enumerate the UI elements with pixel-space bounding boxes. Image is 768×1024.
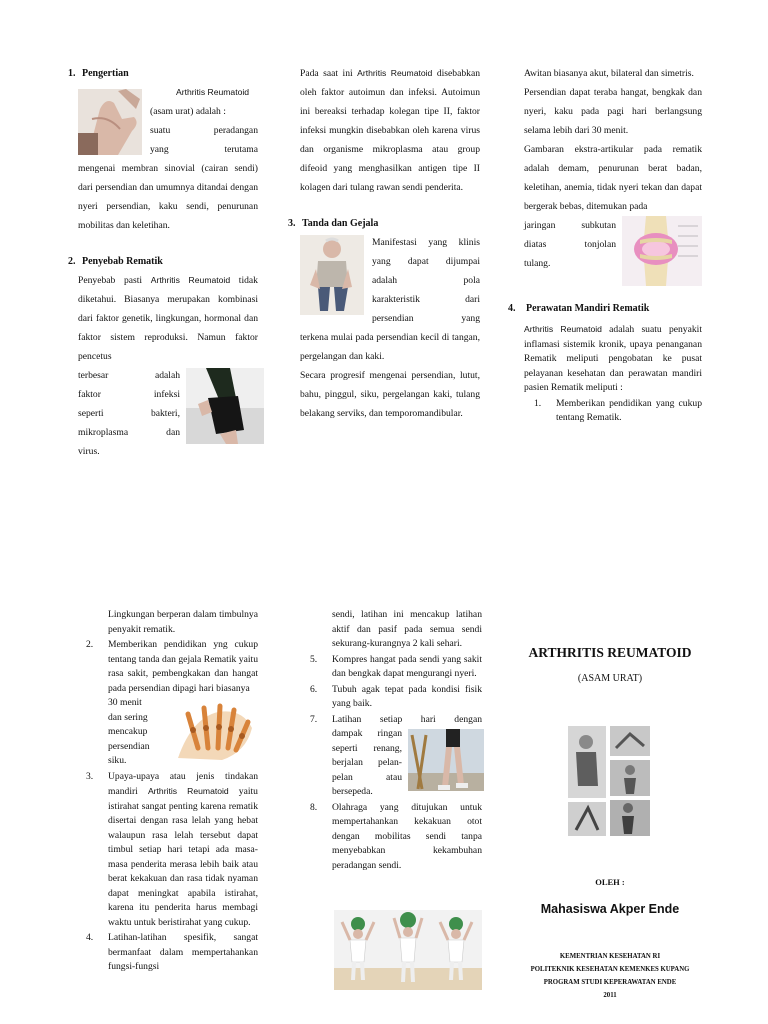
pengertian-body: Arthritis Reumatoid (asam urat) adalah : suatu peradangan yang terutama mengenai membran sinovial (cairan sendi) dari persendian dan umumnya ditandai dengan nyeri persendian, kaku sendi, penurunan mobilitas dan keletihan. xyxy=(78,87,258,231)
list-item: sendi, latihan ini mencakup latihan aktif dan pasif pada semua sendi sekurang-kurangnya 2 kali sehari. xyxy=(332,609,482,649)
list-item: 4. Latihan-latihan spesifik, sangat bermanfaat dalam mempertahankan fungsi-fungsi xyxy=(86,932,258,972)
cover-collage-photo xyxy=(568,726,650,836)
cover-subtitle: (ASAM URAT) xyxy=(577,673,643,684)
section-heading: 1. Pengertian xyxy=(68,68,129,79)
panel-perawatan-lanjutan xyxy=(86,608,258,976)
cover-oleh: OLEH : xyxy=(595,877,625,887)
list-item: 2. Memberikan pendidikan yng cukup tentang tanda dan gejala Rematik yaitu rasa sakit, pembengkakan dan hangat pada persendian dipagi hari biasanya 30 menit dan sering mencakup persendian siku. xyxy=(86,639,258,766)
section-heading: 2. Penyebab Rematik xyxy=(68,256,163,267)
list-item: 7. Latihan setiap hari dengan dampak ringan seperti renang, berjalan pelan- pelan atau bersepeda. xyxy=(310,713,482,797)
panel-latihan xyxy=(310,608,482,874)
panel-pengertian xyxy=(68,64,258,461)
list-item: 3. Upaya-upaya atau jenis tindakan mandiri Arthritis Reumatoid yaitu istirahat sangat penting karena rematik disertai dengan rasa lelah yang hebat walaupun rasa lelah tersebut dapat timbul setiap hari tetapi ada masa-masa penderita merasa lebih baik atau berat kekakuan dan rasa tidak nyaman dapat meningkat apabila istirahat, karena itu penderita harus membagi waktu untuk beristirahat yang cukup. xyxy=(86,770,258,928)
cover-institution: KEMENTRIAN KESEHATAN RI POLITEKNIK KESEHATAN KEMENKES KUPANG PROGRAM STUDI KEPERAWATAN ENDE 2011 xyxy=(530,953,690,999)
section-heading: 3. Tanda dan Gejala xyxy=(288,218,379,229)
panel-etiologi-gejala: Pada saat ini Arthritis Reumatoid disebabkan oleh faktor autoimun dan infeksi. Autoimun ini bereaksi terhadap kolegan tipe II, faktor infeksi mungkin disebabkan oleh karena virus dan organisme mikroplasma atau group difeoid yang menghasilkan antigen tipe II kolagen dari tulang rawan sendi penderita. 3. Tanda dan Gejala Manifestasi yang klinis yang dapat dijumpai adalah pola karakteristik dari persendian yang terkena mulai pada persendian kecil di tangan, pergelangan dan kaki. Secara progresif mengenai persendian, lutut, bahu, pinggul, siku, pergelangan kaki, tulang belakang serviks, dan temporomandibular. xyxy=(300,64,480,423)
hand-photo xyxy=(78,89,142,155)
list-item: 8. Olahraga yang ditujukan untuk mempertahankan kekakuan otot dengan mobilitas sendi tanpa menyebabkan kekambuhan peradangan sendi. xyxy=(310,801,482,871)
panel-gejala-perawatan: Awitan biasanya akut, bilateral dan simetris. Persendian dapat teraba hangat, bengkak dan nyeri, kaku pada pagi hari berlangsung selama lebih dari 30 menit. Gambaran ekstra-artikular pada rematik adalah demam, penurunan berat badan, keletihan, anemia, tidak nyeri tekan dan dapat bergerak bebas, ditemukan pada jaringan subkutan diatas tonjolan tulang. 4. Perawatan Mandiri Rematik Arthritis Reumatoid adalah suatu penyakit inflamasi sistemik kronik, upaya penanganan Rematik meliputi pengobatan ke pusat pelayanan kesehatan dan perawatan mandiri pasien Rematik meliputi : 1. Memberikan pendidikan yang cukup tentang Rematik. xyxy=(524,64,702,427)
perawatan-list-continued xyxy=(86,608,258,975)
list-item: 1. Memberikan pendidikan yang cukup tentang Rematik. xyxy=(534,397,702,423)
list-item: 5. Kompres hangat pada sendi yang sakit dan bengkak dapat mengurangi nyeri. xyxy=(310,653,482,679)
section-heading: 4. Perawatan Mandiri Rematik xyxy=(508,303,650,314)
foot-xray-image xyxy=(172,698,258,764)
cover-author: Mahasiswa Akper Ende xyxy=(540,902,680,916)
children-exercise-photo xyxy=(334,910,482,990)
list-item: Lingkungan berperan dalam timbulnya penyakit rematik. xyxy=(108,609,258,635)
walking-legs-photo xyxy=(408,729,484,791)
perawatan-body: Arthritis Reumatoid adalah suatu penyakit inflamasi sistemik kronik, upaya penanganan Rematik meliputi pengobatan ke pusat pelayanan kesehatan dan perawatan mandiri pasien Rematik meliputi : 1. Memberikan pendidikan yang cukup tentang Rematik. xyxy=(524,322,702,426)
cover-title: ARTHRITIS REUMATOID xyxy=(528,645,692,660)
knee-joint-illustration xyxy=(622,216,702,286)
latihan-list xyxy=(310,608,482,873)
perawatan-list xyxy=(524,397,702,426)
list-item: 6. Tubuh agak tepat pada kondisi fisik yang baik. xyxy=(310,683,482,709)
penyebab-body: Penyebab pasti Arthritis Reumatoid tidak diketahui. Biasanya merupakan kombinasi dari faktor genetik, lingkungan, hormonal dan faktor sistem reproduksi. Namun faktor pencetus terbesar adalah faktor infeksi seperti bakteri, mikroplasma dan virus. xyxy=(68,271,258,461)
elderly-man-photo xyxy=(300,235,364,315)
gejala-body: Manifestasi yang klinis yang dapat dijumpai adalah pola karakteristik dari persendian yang terkena mulai pada persendian kecil di tangan, pergelangan dan kaki. Secara progresif mengenai persendian, lutut, bahu, pinggul, siku, pergelangan kaki, tulang belakang serviks, dan temporomandibular. xyxy=(300,237,480,419)
woman-photo xyxy=(186,368,264,444)
